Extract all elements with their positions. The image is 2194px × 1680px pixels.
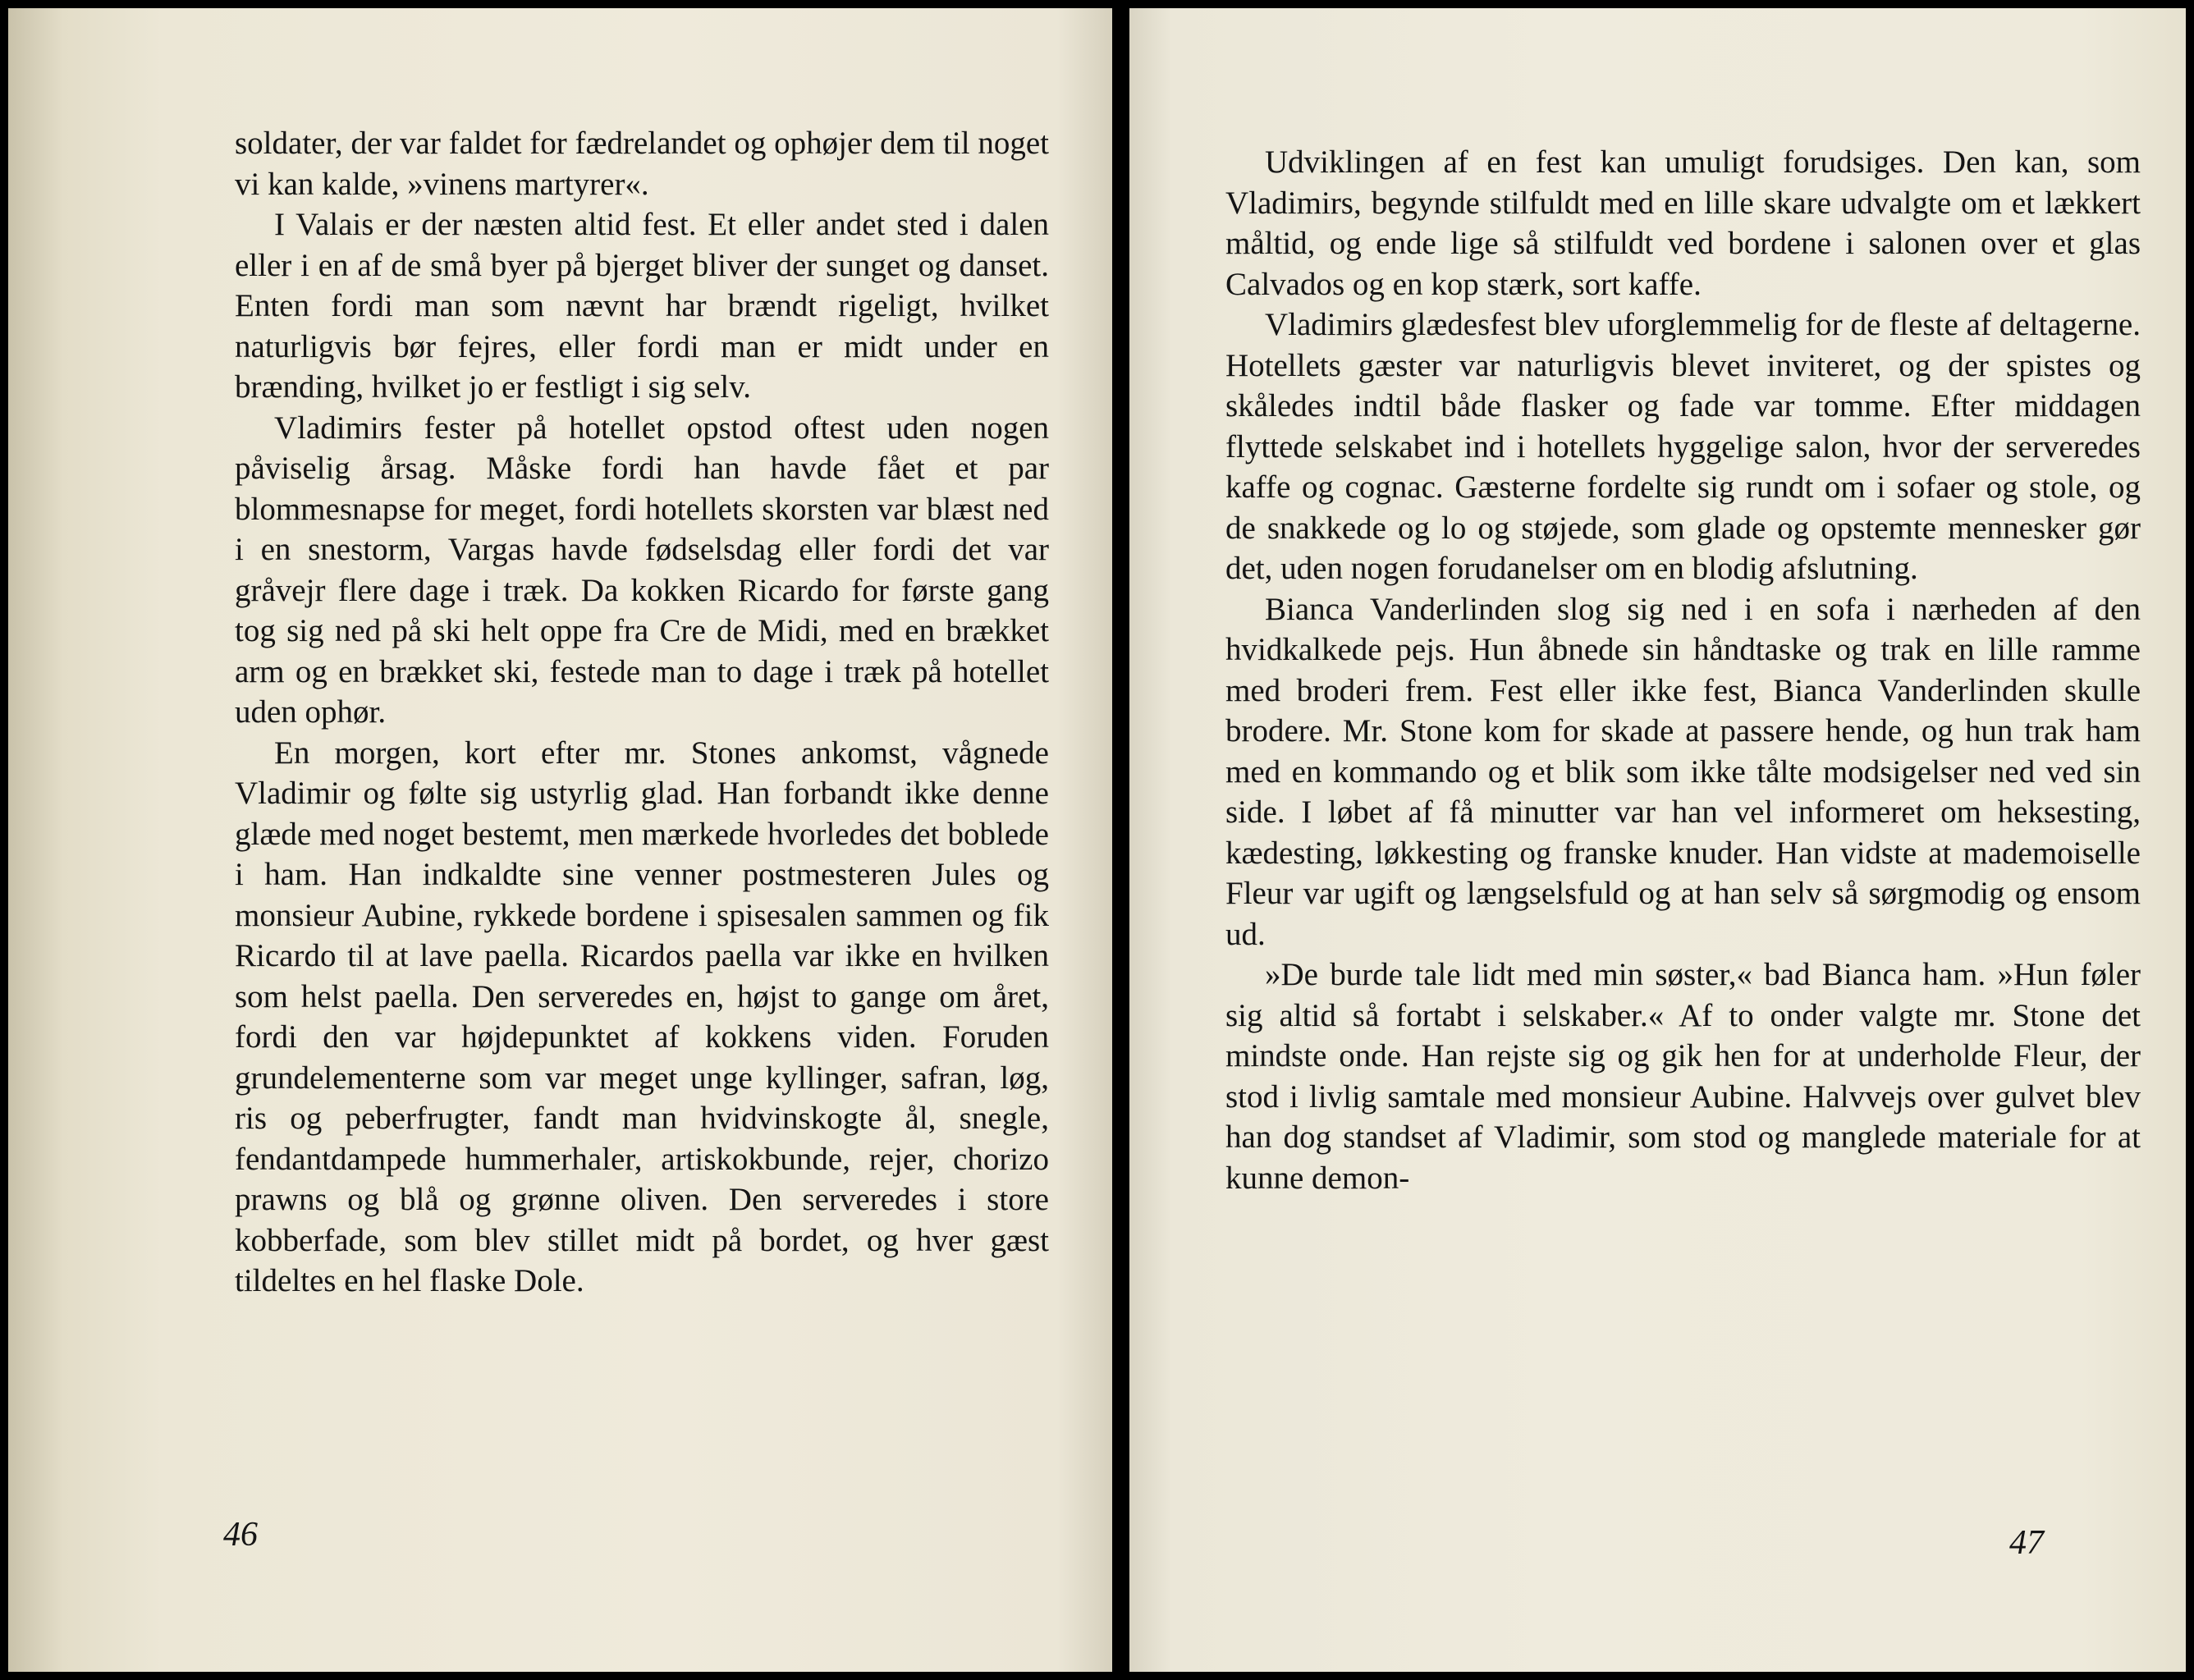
right-page-body xyxy=(1225,142,2141,1198)
paragraph: Vladimirs glædesfest blev uforglemmelig for de fleste af deltagerne. Hotellets gæster var naturligvis blevet inviteret, og der spistes og skåledes indtil både flasker og fade var tomme. Efter middagen flyttede selskabet ind i hotellets hyggelige salon, hvor der serveredes kaffe og cognac. Gæsterne fordelte sig rundt om i sofaer og stole, og de snakkede og lo og støjede, som glade og opstemte mennesker gør det, uden nogen forudanelser om en blodig afslutning. xyxy=(1225,307,2141,586)
paragraph: Udviklingen af en fest kan umuligt forudsiges. Den kan, som Vladimirs, begynde stilfuldt med en lille skare udvalgte om et lækkert måltid, og ende lige så stilfuldt ved bordene i salonen over et glas Calvados og en kop stærk, sort kaffe. xyxy=(1225,144,2141,302)
page-number: 46 xyxy=(223,1516,258,1554)
paragraph: »De burde tale lidt med min søster,« bad Bianca ham. »Hun føler sig altid så fortabt i selskaber.« Af to onder valgte mr. Stone det mindste onde. Han rejste sig og gik hen for at underholde Fleur, der stod i livlig samtale med monsieur Aubine. Halvvejs over gulvet blev han dog standset af Vladimir, som stod og manglede materiale for at kunne demon- xyxy=(1225,957,2141,1196)
left-page-body xyxy=(235,123,1049,1302)
paragraph: soldater, der var faldet for fædrelandet og ophøjer dem til noget vi kan kalde, »vinens martyrer«. xyxy=(235,126,1049,202)
left-page xyxy=(8,8,1112,1672)
page-number: 47 xyxy=(2009,1524,2044,1562)
paragraph: En morgen, kort efter mr. Stones ankomst, vågnede Vladimir og følte sig ustyrlig glad. Han forbandt ikke denne glæde med noget bestemt, men mærkede hvorledes det boblede i ham. Han indkaldte sine venner postmesteren Jules og monsieur Aubine, rykkede bordene i spisesalen sammen og fik Ricardo til at lave paella. Ricardos paella var ikke en hvilken som helst paella. Den serveredes en, højst to gange om året, fordi den var højdepunktet af kokkens viden. Foruden grundelementerne som var meget unge kyllinger, safran, løg, ris og peberfrugter, fandt man hvidvinskogte ål, snegle, fendantdampede hummerhaler, artiskokbunde, rejer, chorizo prawns og blå og grønne oliven. Den serveredes i store kobberfade, som blev stillet midt på bordet, og hver gæst tildeltes en hel flaske Dole. xyxy=(235,735,1049,1298)
paragraph: I Valais er der næsten altid fest. Et eller andet sted i dalen eller i en af de små byer på bjerget bliver der sunget og danset. Enten fordi man som nævnt har brændt rigeligt, hvilket naturligvis bør fejres, eller fordi man er midt under en brænding, hvilket jo er festligt i sig selv. xyxy=(235,207,1049,405)
paragraph: Bianca Vanderlinden slog sig ned i en sofa i nærheden af den hvidkalkede pejs. Hun åbnede sin håndtaske og trak en lille ramme med broderi frem. Fest eller ikke fest, Bianca Vanderlinden skulle brodere. Mr. Stone kom for skade at passere hende, og hun trak ham med en kommando og et blik som ikke tålte modsigelser ned ved sin side. I løbet af få minutter var han vel informeret om heksesting, kædesting, løkkesting og franske knuder. Han vidste at mademoiselle Fleur var ugift og længselsfuld og at han selv så sørgmodig og ensom ud. xyxy=(1225,591,2141,952)
paragraph: Vladimirs fester på hotellet opstod oftest uden nogen påviselig årsag. Måske fordi han havde fået et par blommesnapse for meget, fordi hotellets skorsten var blæst ned i en snestorm, Vargas havde fødselsdag eller fordi det var gråvejr flere dage i træk. Da kokken Ricardo for første gang tog sig ned på ski helt oppe fra Cre de Midi, med en brækket arm og en brækket ski, festede man to dage i træk på hotellet uden ophør. xyxy=(235,410,1049,730)
right-page xyxy=(1129,8,2186,1672)
